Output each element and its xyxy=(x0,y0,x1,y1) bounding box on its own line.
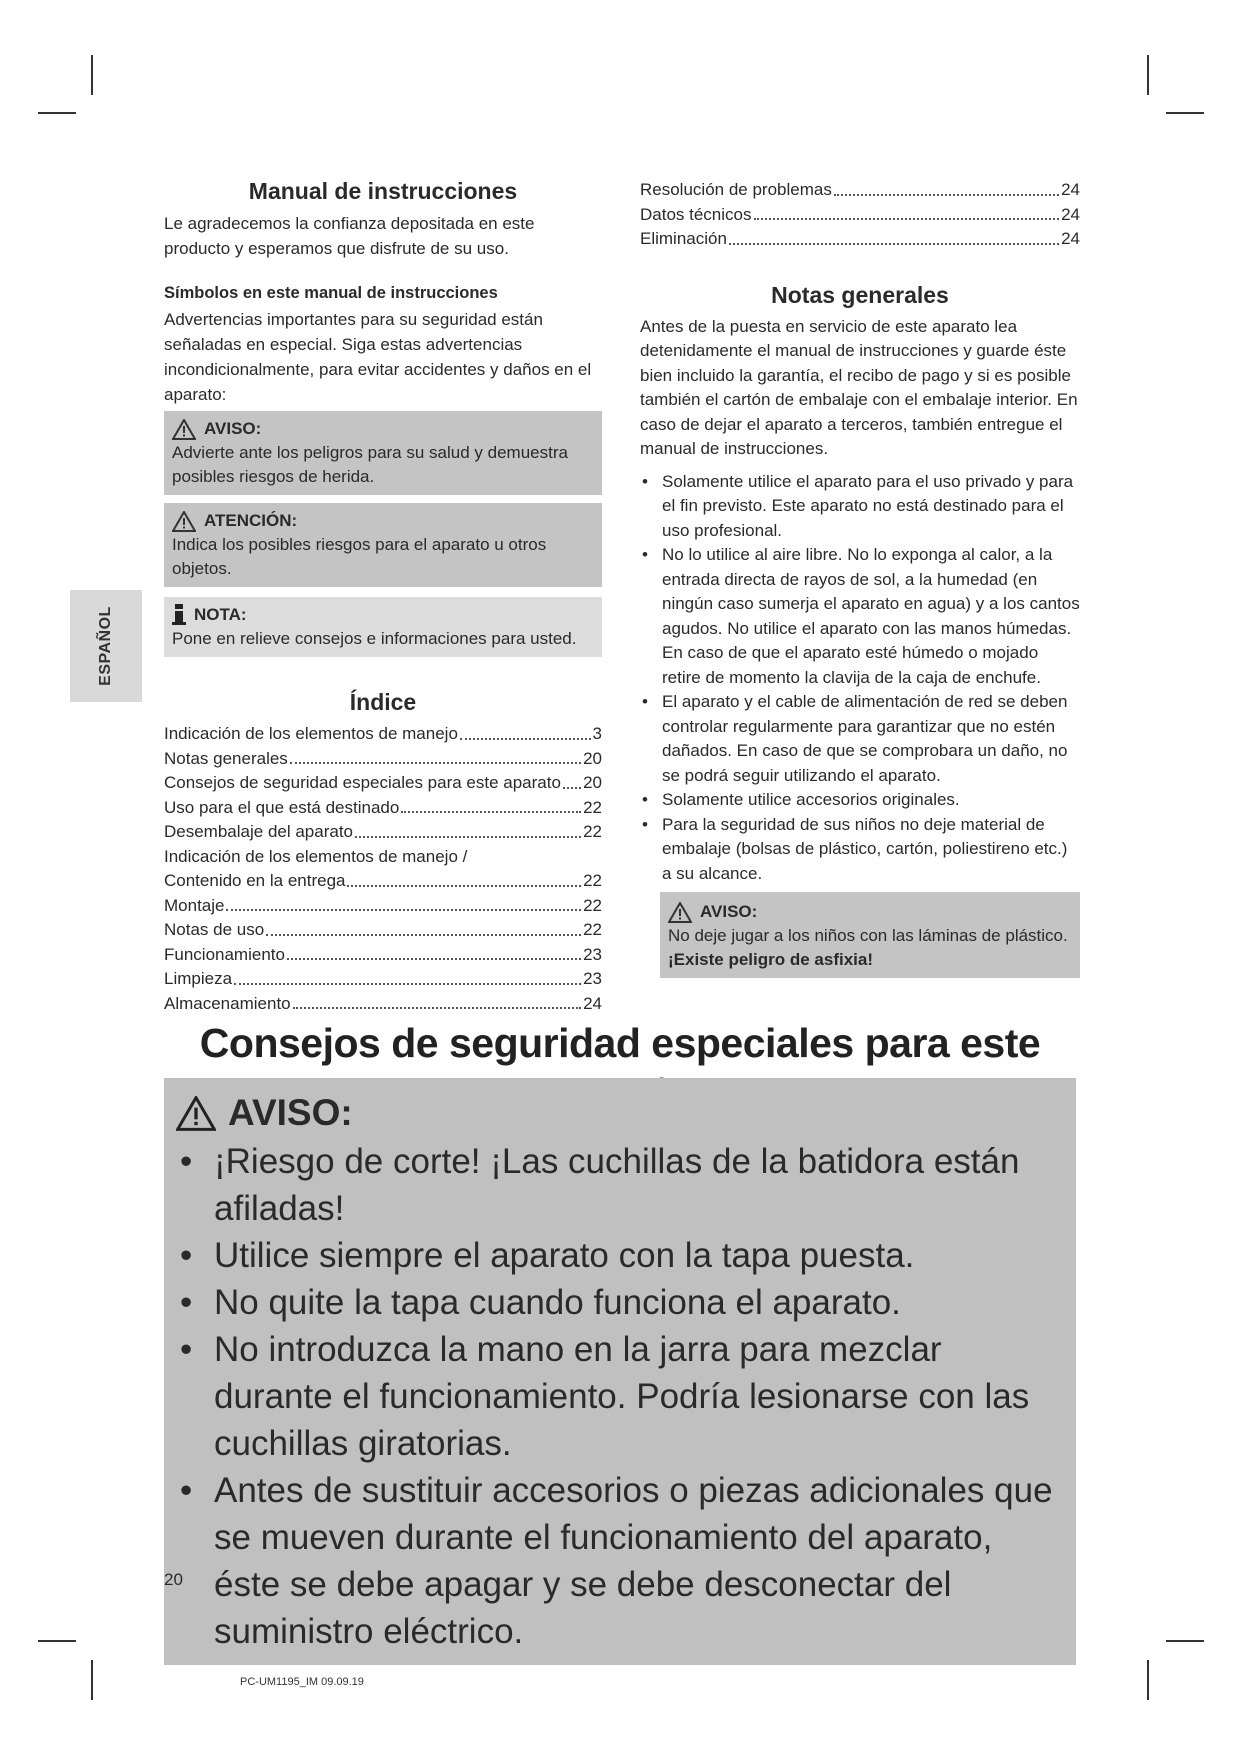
atencion-box xyxy=(164,503,602,587)
safety-title: Consejos de seguridad especiales para este xyxy=(199,1020,1041,1066)
index-continued xyxy=(640,178,1080,252)
toc-row[interactable]: Datos técnicos 24 xyxy=(640,204,1080,224)
language-tab-label: ESPAÑOL xyxy=(97,606,114,686)
atencion-title: ATENCIÓN: xyxy=(204,511,298,530)
warning-icon xyxy=(668,902,692,923)
crop-mark xyxy=(1147,1660,1149,1700)
list-item: • Antes de sustituir accesorios o piezas adicionales que se mueven durante el funcionamiento del aparato, éste se debe apagar y se debe desconectar del suministro eléctrico. xyxy=(176,1467,1064,1655)
toc-row[interactable]: Notas generales 20 xyxy=(164,748,602,768)
toc-row[interactable]: Montaje 22 xyxy=(164,895,602,915)
nota-title: NOTA: xyxy=(194,605,247,624)
toc-row[interactable]: Eliminación 24 xyxy=(640,229,1080,248)
warning-icon xyxy=(172,419,196,440)
aviso-box-children xyxy=(660,892,1080,978)
nota-text: Pone en relieve consejos e informaciones para usted. xyxy=(172,629,577,648)
aviso-box xyxy=(164,411,602,495)
list-item: • Solamente utilice el aparato para el uso privado y para el fin previsto. Este aparato no está destinado para el uso profesional. xyxy=(640,470,1080,544)
toc-row[interactable]: Contenido en la entrega 22 xyxy=(164,871,602,890)
page-number: 20 xyxy=(164,1570,183,1589)
warning-icon xyxy=(172,511,196,532)
list-item: • El aparato y el cable de alimentación de red se deben controlar regularmente para garantizar que no estén dañados. En caso de que se comprobara un daño, no se podrá seguir utilizando el aparato. xyxy=(640,690,1080,788)
index-title: Índice xyxy=(349,689,417,715)
symbols-text: Advertencias importantes para su seguridad están señaladas en especial. Siga estas advertencias incondicionalmente, para evitar accidentes y daños en el aparato: xyxy=(164,310,592,404)
toc-row[interactable]: Consejos de seguridad especiales para este aparato 20 xyxy=(164,773,602,792)
left-column xyxy=(164,178,602,1016)
atencion-text: Indica los posibles riesgos para el aparato u otros objetos. xyxy=(172,535,547,578)
safety-aviso-title: AVISO: xyxy=(228,1092,353,1133)
list-item: • Utilice siempre el aparato con la tapa puesta. xyxy=(176,1232,1064,1279)
crop-mark xyxy=(38,1640,76,1642)
list-item: • Para la seguridad de sus niños no deje material de embalaje (bolsas de plástico, cartón, poliestireno etc.) a su alcance. xyxy=(640,813,1080,887)
aviso-text: Advierte ante los peligros para su salud y demuestra posibles riesgos de herida. xyxy=(172,443,568,486)
toc-row[interactable]: Resolución de problemas 24 xyxy=(640,180,1080,199)
list-item: • No lo utilice al aire libre. No lo exponga al calor, a la entrada directa de rayos de sol, a la humedad (en ningún caso sumerja el aparato en agua) y a los cantos agudos. No utilice el aparato con las manos húmedas. En caso de que el aparato esté húmedo o mojado retire de momento la clavija de la caja de enchufe. xyxy=(640,543,1080,690)
list-item: • ¡Riesgo de corte! ¡Las cuchillas de la batidora están afiladas! xyxy=(176,1138,1064,1232)
safety-warning-box xyxy=(164,1078,1076,1665)
manual-title: Manual de instrucciones xyxy=(248,178,518,204)
symbols-heading: Símbolos en este manual de instrucciones xyxy=(164,284,498,302)
crop-mark xyxy=(38,112,76,114)
list-item: • Solamente utilice accesorios originales. xyxy=(640,788,1080,813)
language-tab xyxy=(70,590,142,702)
toc-row[interactable]: Notas de uso 22 xyxy=(164,920,602,939)
index-list xyxy=(164,722,602,1016)
toc-row[interactable]: Almacenamiento 24 xyxy=(164,993,602,1013)
aviso-text: No deje jugar a los niños con las láminas de plástico. xyxy=(668,926,1068,945)
intro-text: Le agradecemos la confianza depositada en este producto y esperamos que disfrute de su uso. xyxy=(164,214,535,258)
toc-row[interactable]: Uso para el que está destinado 22 xyxy=(164,797,602,817)
crop-mark xyxy=(1147,55,1149,95)
toc-row[interactable]: Indicación de los elementos de manejo 3 xyxy=(164,724,602,743)
toc-row[interactable]: Desembalaje del aparato 22 xyxy=(164,822,602,841)
right-column xyxy=(640,178,1080,978)
toc-row[interactable]: Funcionamiento 23 xyxy=(164,944,602,964)
notes-intro: Antes de la puesta en servicio de este aparato lea detenidamente el manual de instrucciones y guarde éste bien incluido la garantía, el recibo de pago y si es posible también el cartón de embalaje con el embalaje interior. En caso de dejar el aparato a terceros, también entregue el manual de instrucciones. xyxy=(640,316,1078,458)
notes-bullets xyxy=(640,470,1080,887)
aviso-title: AVISO: xyxy=(204,419,262,438)
safety-bullets xyxy=(176,1138,1064,1655)
crop-mark xyxy=(1166,112,1204,114)
list-item: • No quite la tapa cuando funciona el aparato. xyxy=(176,1279,1064,1326)
warning-icon xyxy=(176,1096,216,1131)
crop-mark xyxy=(1166,1640,1204,1642)
nota-box xyxy=(164,597,602,657)
crop-mark xyxy=(91,55,93,95)
list-item: • No introduzca la mano en la jarra para mezclar durante el funcionamiento. Podría lesionarse con las cuchillas giratorias. xyxy=(176,1326,1064,1467)
toc-row[interactable]: Limpieza 23 xyxy=(164,969,602,988)
notes-title: Notas generales xyxy=(771,281,949,308)
aviso-bold-text: ¡Existe peligro de asfixia! xyxy=(668,950,874,969)
toc-line[interactable]: Indicación de los elementos de manejo / xyxy=(164,846,468,866)
aviso-title: AVISO: xyxy=(700,902,758,921)
crop-mark xyxy=(91,1660,93,1700)
info-icon xyxy=(172,604,186,626)
footer-code: PC-UM1195_IM 09.09.19 xyxy=(240,1676,364,1688)
